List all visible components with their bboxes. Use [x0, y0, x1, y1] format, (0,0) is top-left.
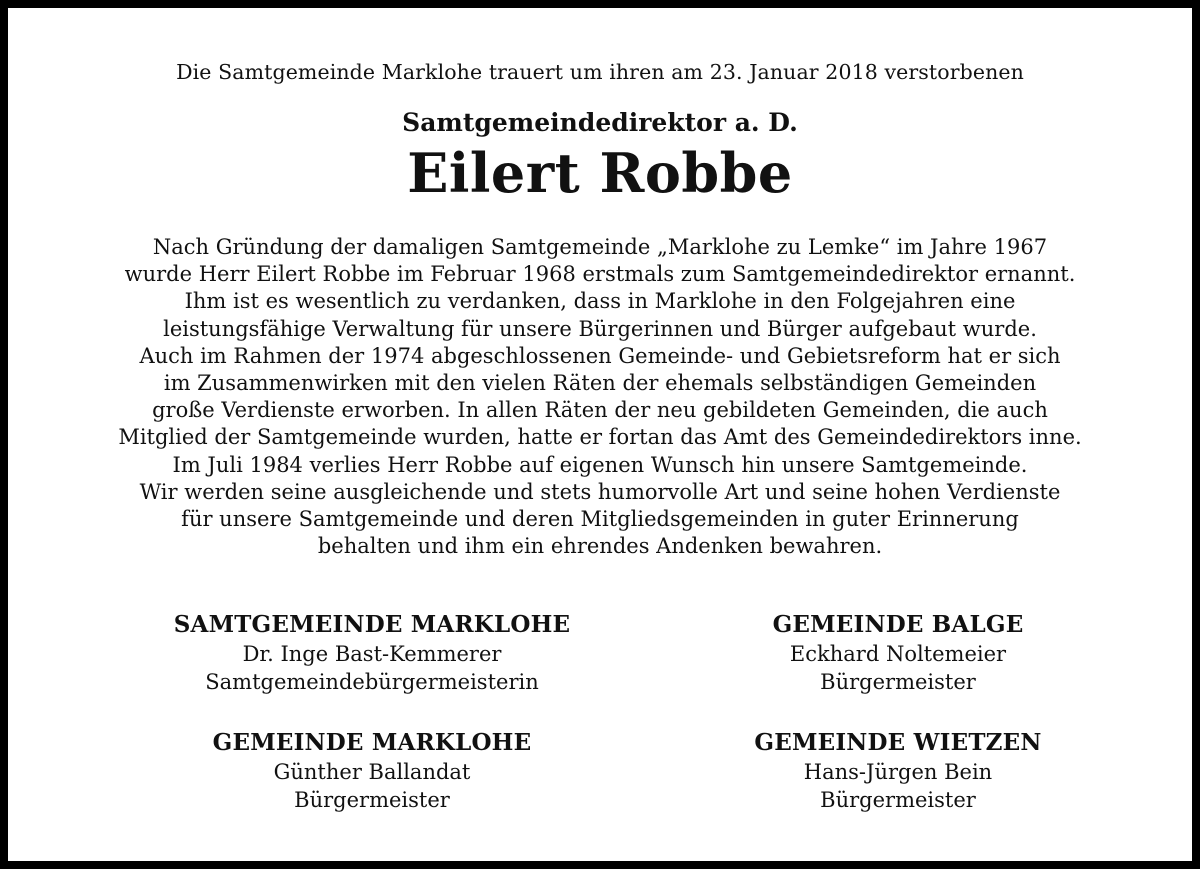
- tribute-line: behalten und ihm ein ehrendes Andenken bewahren.: [317, 534, 883, 559]
- tribute-line: große Verdienste erworben. In allen Räten der neu gebildeten Gemeinden, die auch: [152, 398, 1048, 423]
- tribute-line: Auch im Rahmen der 1974 abgeschlossenen Gemeinde- und Gebietsreform hat er sich: [139, 343, 1061, 368]
- tribute-line: wurde Herr Eilert Robbe im Februar 1968 erstmals zum Samtgemeindedirektor ernannt.: [124, 262, 1076, 287]
- signature-title: Bürgermeister: [820, 788, 976, 812]
- tribute-line: im Zusammenwirken mit den vielen Räten der ehemals selbständigen Gemeinden: [163, 371, 1037, 396]
- signature-gemeinde-balge: [618, 610, 1178, 696]
- signature-gemeinde-wietzen: [618, 728, 1178, 814]
- signature-org: GEMEINDE BALGE: [772, 611, 1024, 638]
- tribute-line: Im Juli 1984 verlies Herr Robbe auf eigenen Wunsch hin unsere Samtgemeinde.: [172, 452, 1028, 477]
- signature-title: Samtgemeindebürgermeisterin: [205, 670, 539, 694]
- tribute-line: Nach Gründung der damaligen Samtgemeinde „Marklohe zu Lemke“ im Jahre 1967: [152, 235, 1048, 259]
- deceased-name: Eilert Robbe: [407, 141, 793, 205]
- signature-samtgemeinde-marklohe: [92, 610, 652, 696]
- tribute-line: Wir werden seine ausgleichende und stets humorvolle Art und seine hohen Verdienste: [139, 479, 1061, 504]
- signature-title: Bürgermeister: [820, 670, 976, 694]
- signature-gemeinde-marklohe: [92, 728, 652, 814]
- tribute-text: [8, 234, 1192, 560]
- signature-title: Bürgermeister: [294, 788, 450, 812]
- signature-org: GEMEINDE WIETZEN: [754, 729, 1042, 756]
- signature-person: Günther Ballandat: [273, 760, 471, 784]
- tribute-line: Mitglied der Samtgemeinde wurden, hatte er fortan das Amt des Gemeindedirektors inne.: [118, 425, 1082, 450]
- deceased-role: Samtgemeindedirektor a. D.: [402, 108, 798, 137]
- signature-org: GEMEINDE MARKLOHE: [212, 729, 532, 756]
- signature-person: Eckhard Noltemeier: [789, 642, 1007, 666]
- intro-line: Die Samtgemeinde Marklohe trauert um ihren am 23. Januar 2018 verstorbenen: [176, 60, 1024, 84]
- tribute-line: Ihm ist es wesentlich zu verdanken, dass in Marklohe in den Folgejahren eine: [184, 289, 1016, 314]
- signature-person: Hans-Jürgen Bein: [803, 760, 993, 784]
- signature-org: SAMTGEMEINDE MARKLOHE: [173, 611, 571, 638]
- tribute-line: für unsere Samtgemeinde und deren Mitgliedsgemeinden in guter Erinnerung: [181, 507, 1019, 532]
- tribute-line: leistungsfähige Verwaltung für unsere Bürgerinnen und Bürger aufgebaut wurde.: [163, 316, 1037, 341]
- signature-person: Dr. Inge Bast-Kemmerer: [242, 642, 502, 666]
